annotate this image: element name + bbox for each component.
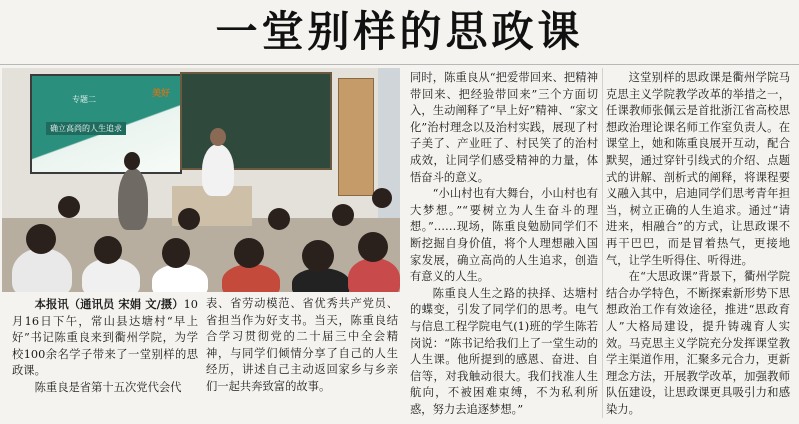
screen-logo: 美好 <box>151 89 170 99</box>
paragraph: 陈重良是省第十五次党代会代 <box>34 380 182 394</box>
column-left <box>12 296 198 397</box>
student <box>348 258 400 292</box>
student <box>152 264 208 292</box>
projector-screen <box>30 74 182 174</box>
student-head <box>372 188 392 208</box>
student-head <box>302 240 334 272</box>
column-divider <box>602 68 603 418</box>
paragraph: 陈重良人生之路的抉择、达塘村的蝶变，引发了同学们的思考。电气与信息工程学院电气(1)班的学生陈若岗说：“陈书记给我们上了一堂生动的人生课。他所提到的感恩、奋进、自信等，对我触动很大。我们找准人生航向，不被困难束缚，不为私利所惑，努力去追逐梦想。” <box>410 286 598 416</box>
lead-paragraph: 10月16日下午，常山县达塘村“早上好”书记陈重良来到衢州学院，为学校100余名学子带来了一堂别样的思政课。 <box>12 298 198 378</box>
speaker-man-head <box>210 128 226 146</box>
student-head <box>58 196 80 218</box>
headline: 一堂别样的思政课 <box>215 7 584 56</box>
student-head <box>268 208 290 230</box>
student-head <box>162 238 190 268</box>
headline-rule <box>0 64 799 65</box>
student-head <box>234 238 264 268</box>
teacher-woman-head <box>124 152 140 170</box>
screen-subtitle: 确立高尚的人生追求 <box>46 122 126 135</box>
student-head <box>26 224 56 254</box>
paragraph: 同时，陈重良从“把爱带回来、把精神带回来、把经验带回来”三个方面切入，生动阐释了“早上好”精神、“家文化”治村理念以及治村实践，展现了村子美了、产业旺了、村民笑了的治村成效，让同学们感受精神的力量，体悟奋斗的意义。 <box>410 71 598 184</box>
speaker-man <box>202 144 234 196</box>
paragraph: “小山村也有大舞台，小山村也有大梦想。”“要树立为人生奋斗的理想。”……现场，陈重良勉励同学们不断挖掘自身价值，将个人理想融入国家发展，确立高尚的人生追求，创造有意义的人生。 <box>410 187 598 284</box>
student-head <box>94 236 122 264</box>
paragraph: 表、省劳动模范、省优秀共产党员、省担当作为好支书。当天，陈重良结合学习贯彻党的二十届三中全会精神，与同学们倾情分享了自己的人生经历，讲述自己主动返回家乡与乡亲们一起共奔致富的故事。 <box>206 297 398 393</box>
screen-label: 专题二 <box>72 95 96 104</box>
teacher-woman <box>118 168 148 230</box>
student-head <box>178 208 200 230</box>
news-photo <box>2 68 400 292</box>
paragraph: 在“大思政课”背景下，衢州学院结合办学特色，不断探索新形势下思想政治工作有效途径，推进“思政育人”大格局建设，提升铸魂育人实效。马克思主义学院充分发挥课堂教学主渠道作用，汇聚多元合力，更新理念方法，开展教学改革，加强教师队伍建设，让思政课更具吸引力和感染力。 <box>606 270 790 416</box>
column-right <box>606 70 790 418</box>
student <box>12 248 72 292</box>
classroom-door <box>338 78 374 196</box>
student <box>222 264 280 292</box>
column-mid-lower <box>206 296 398 396</box>
student-head <box>358 232 388 262</box>
student-head <box>332 204 354 226</box>
column-mid <box>410 70 598 418</box>
paragraph: 这堂别样的思政课是衢州学院马克思主义学院教学改革的举措之一，任课教师张佩云是首批浙江省高校思想政治理论课名师工作室负责人。在课堂上，她和陈重良展开互动，配合默契，通过穿针引线式的介绍、点题式的讲解、剖析式的阐释，将课程要义融入其中，启迪同学们思考青年担当，树立正确的人生追求。通过“请进来，相融合”的方式，让思政课不再干巴巴，而是冒着热气，更接地气，让学生听得住、听得进。 <box>606 71 790 267</box>
byline: 本报讯（通讯员 宋娟 文/摄） <box>34 297 184 311</box>
blackboard <box>180 72 332 170</box>
